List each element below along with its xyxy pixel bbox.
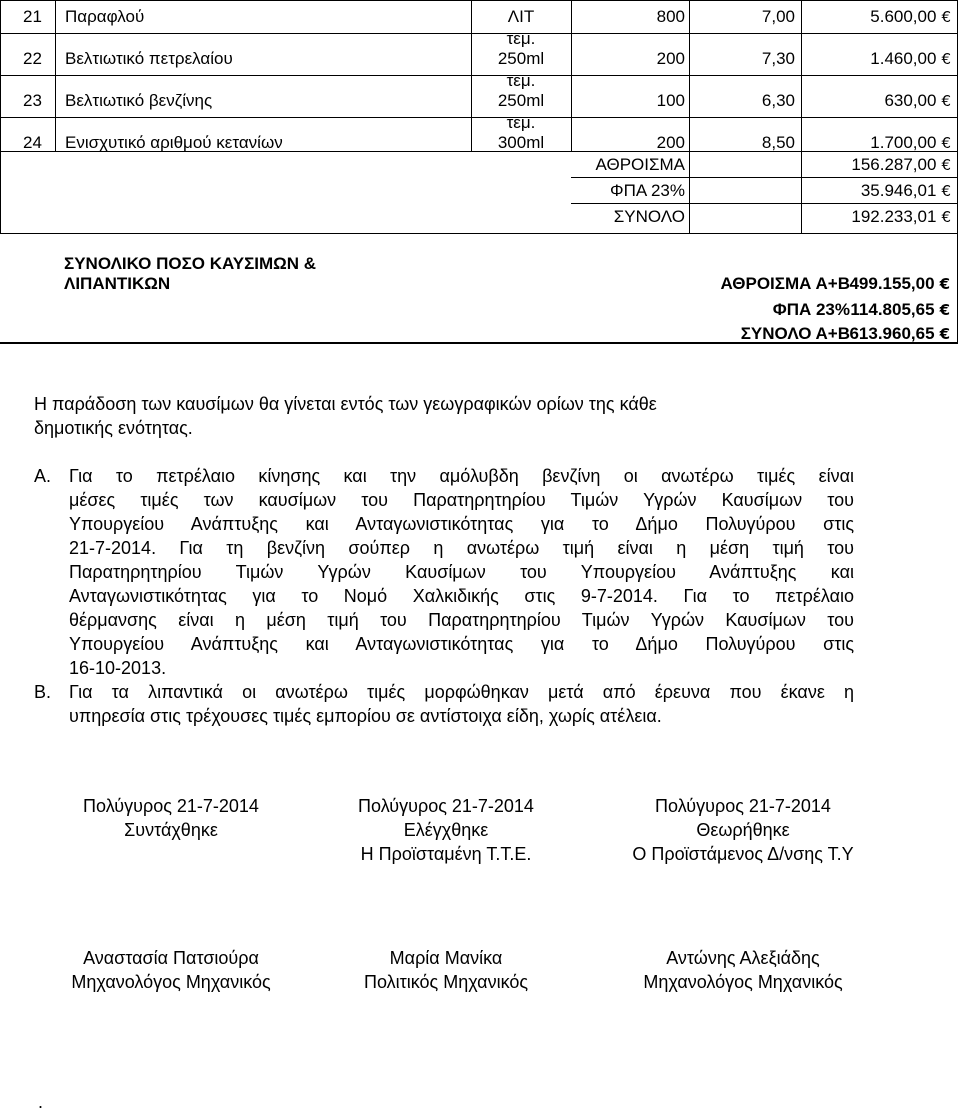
signatory-1 — [21, 946, 321, 994]
item-name: Βελτιωτικό πετρελαίου — [65, 49, 233, 68]
item-no: 23 — [23, 91, 42, 110]
note-b-prefix: Β. — [34, 682, 52, 702]
sig-place-date: Πολύγυρος 21-7-2014 — [83, 796, 259, 816]
vat-label: ΦΠΑ 23% — [610, 181, 685, 200]
delivery-line: Η παράδοση των καυσίμων θα γίνεται εντός των γεωγραφικών ορίων της κάθε — [34, 394, 657, 414]
items-table — [0, 0, 958, 234]
delivery-line: δημοτικής ενότητας. — [34, 418, 193, 438]
grand-total-table — [0, 234, 958, 344]
grand-title-line2: ΛΙΠΑΝΤΙΚΩΝ — [64, 274, 171, 293]
item-name: Βελτιωτικό βενζίνης — [65, 91, 213, 110]
item-unit: τεμ. — [506, 113, 536, 132]
item-name: Ενισχυτικό αριθμού κετανίων — [65, 133, 283, 152]
item-total: 1.460,00 € — [870, 49, 951, 68]
note-line: 16-10-2013. — [69, 658, 167, 678]
sig-place-date: Πολύγυρος 21-7-2014 — [358, 796, 534, 816]
grand-total-value: 613.960,65 € — [849, 324, 950, 343]
item-total: 630,00 € — [884, 91, 951, 110]
note-line: Ανταγωνιστικότητας για το Νομό Χαλκιδικής στις 9-7-2014. Για το πετρέλαιο — [69, 586, 854, 606]
row-divider — [571, 177, 957, 178]
euro-icon: € — [941, 92, 951, 110]
vat-value: 35.946,01 € — [860, 181, 951, 200]
euro-icon: € — [941, 50, 951, 68]
euro-icon: € — [939, 275, 950, 293]
euro-icon: € — [941, 182, 951, 200]
footer-mark: . — [38, 1092, 44, 1112]
grand-vat-label: ΦΠΑ 23% — [772, 300, 850, 319]
item-total: 5.600,00 € — [870, 7, 951, 26]
sig-name: Μαρία Μανίκα — [389, 948, 503, 968]
euro-icon: € — [941, 156, 951, 174]
grand-vat-value: 114.805,65 € — [850, 300, 950, 319]
note-line: Παρατηρητηρίου Τιμών Υγρών Καυσίμων του Υπουργείου Ανάπτυξης και — [69, 562, 854, 582]
subtotal-label: ΑΘΡΟΙΣΜΑ — [595, 155, 685, 174]
sig-place-date: Πολύγυρος 21-7-2014 — [655, 796, 831, 816]
note-line: Για το πετρέλαιο κίνησης και την αμόλυβδη βενζίνη οι ανωτέρω τιμές είναι — [69, 466, 854, 486]
euro-icon: € — [941, 8, 951, 26]
total-value: 192.233,01 € — [851, 207, 951, 226]
signature-block-1 — [21, 794, 321, 842]
row-divider — [571, 203, 957, 204]
note-line: Υπουργείου Ανάπτυξης και Ανταγωνιστικότητας για το Δήμο Πολυγύρου στις — [69, 514, 854, 534]
note-line: 21-7-2014. Για τη βενζίνη σούπερ η ανωτέρω τιμή είναι η μέση τιμή του — [69, 538, 854, 558]
sig-name: Αναστασία Πατσιούρα — [83, 948, 259, 968]
item-qty: 800 — [656, 7, 685, 26]
item-unit: ΛΙΤ — [507, 7, 535, 26]
item-price: 7,00 — [761, 7, 795, 26]
sig-profession: Πολιτικός Μηχανικός — [363, 972, 529, 992]
signature-block-2 — [296, 794, 596, 866]
grand-title-line1: ΣΥΝΟΛΙΚΟ ΠΟΣΟ ΚΑΥΣΙΜΩΝ & — [64, 254, 317, 273]
item-price: 8,50 — [761, 133, 795, 152]
grand-sum-value: 499.155,00 € — [849, 274, 950, 293]
note-line: θέρμανσης είναι η μέση τιμή του Παρατηρητηρίου Τιμών Υγρών Καυσίμων του — [69, 610, 854, 630]
signatory-2 — [296, 946, 596, 994]
sig-role: Ελέγχθηκε — [403, 820, 489, 840]
sig-profession: Μηχανολόγος Μηχανικός — [643, 972, 843, 992]
item-qty: 100 — [656, 91, 685, 110]
euro-icon: € — [939, 325, 950, 343]
euro-icon: € — [941, 134, 951, 152]
item-total: 1.700,00 € — [870, 133, 951, 152]
total-label: ΣΥΝΟΛΟ — [613, 207, 685, 226]
sig-role: Θεωρήθηκε — [696, 820, 790, 840]
signature-block-3 — [593, 794, 893, 866]
note-line: μέσες τιμές των καυσίμων του Παρατηρητηρίου Τιμών Υγρών Καυσίμων του — [69, 490, 854, 510]
grand-sum-label: ΑΘΡΟΙΣΜΑ Α+Β — [720, 274, 850, 293]
grand-total-label: ΣΥΝΟΛΟ Α+Β — [740, 324, 850, 343]
sig-title: Ο Προϊστάμενος Δ/νσης Τ.Υ — [632, 844, 854, 864]
item-price: 6,30 — [761, 91, 795, 110]
item-no: 24 — [23, 133, 42, 152]
item-unit-size: 250ml — [497, 91, 545, 110]
item-unit: τεμ. — [506, 29, 536, 48]
col-divider — [55, 1, 56, 151]
item-qty: 200 — [656, 49, 685, 68]
note-line: Για τα λιπαντικά οι ανωτέρω τιμές μορφώθηκαν μετά από έρευνα που έκανε η — [69, 682, 854, 702]
euro-icon: € — [939, 301, 950, 319]
sig-profession: Μηχανολόγος Μηχανικός — [71, 972, 271, 992]
note-line: υπηρεσία στις τρέχουσες τιμές εμπορίου σε αντίστοιχα είδη, χωρίς ατέλεια. — [69, 706, 662, 726]
signatory-3 — [593, 946, 893, 994]
note-line: Υπουργείου Ανάπτυξης και Ανταγωνιστικότητας για το Δήμο Πολυγύρου στις — [69, 634, 854, 654]
item-name: Παραφλού — [65, 7, 145, 26]
note-a-text — [69, 464, 854, 680]
item-unit-size: 250ml — [497, 49, 545, 68]
delivery-paragraph — [34, 392, 854, 440]
subtotal-value: 156.287,00 € — [851, 155, 951, 174]
item-no: 21 — [23, 7, 42, 26]
sig-role: Συντάχθηκε — [124, 820, 218, 840]
item-price: 7,30 — [761, 49, 795, 68]
item-qty: 200 — [656, 133, 685, 152]
note-b-text — [69, 680, 854, 728]
note-a-prefix: Α. — [34, 466, 52, 486]
item-no: 22 — [23, 49, 42, 68]
item-unit-size: 300ml — [497, 133, 545, 152]
item-unit: τεμ. — [506, 71, 536, 90]
sig-name: Αντώνης Αλεξιάδης — [666, 948, 820, 968]
sig-title: Η Προϊσταμένη Τ.Τ.Ε. — [360, 844, 532, 864]
euro-icon: € — [941, 208, 951, 226]
